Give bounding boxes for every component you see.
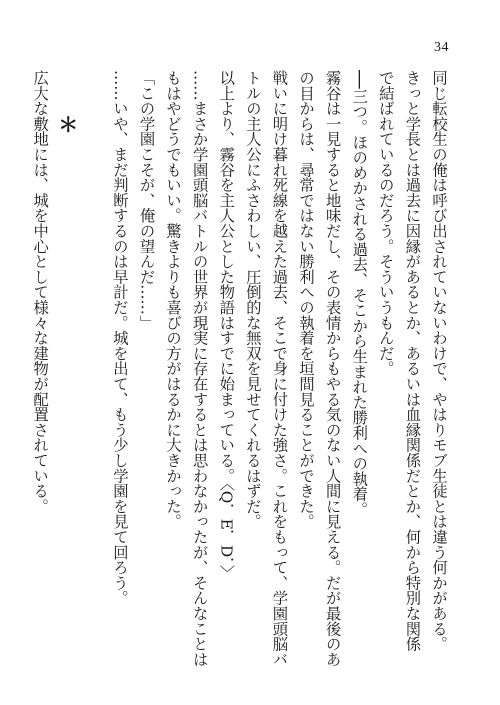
text-line: もはやどうでもいい。驚きよりも喜びの方がはるかに大きかった。: [164, 70, 183, 529]
page-number: 34: [434, 40, 449, 55]
body-text: [27, 70, 453, 670]
text-line: で結ばれているのだろう。そういうもんだ。: [376, 70, 395, 376]
blank-line: [80, 70, 107, 670]
text-line: 戦いに明け暮れ死線を越えた過去、そこで身に付けた強さ。これをもって、学園頭脳バ: [270, 70, 289, 667]
section-break-asterisk: ＊: [54, 114, 79, 134]
text-line: の目からは、尋常ではない勝利への執着を垣間見ることができた。: [297, 70, 316, 529]
text-line: ……まさか学園頭脳バトルの世界が現実に存在するとは思わなかったが、そんなことは: [190, 70, 209, 667]
text-line: 広大な敷地には、城を中心として様々な建物が配置されている。: [31, 70, 50, 514]
text-line: ──三つ。ほのめかされる過去、そこから生まれた勝利への執着。: [350, 70, 369, 517]
text-line: ……いや、まだ判断するのは早計だ。城を出て、もう少し学園を見て回ろう。: [110, 70, 129, 606]
text-line: 「この学園こそが、俺の望んだ……」: [137, 70, 156, 331]
text-line: 霧谷は一見すると地味だし、その表情からもやる気のない人間に見える。だが最後のあ: [323, 70, 342, 667]
text-line: 以上より、霧谷を主人公とした物語はすでに始まっている。〈Q．E．D．〉: [217, 70, 236, 581]
text-line: きっと学長とは過去に因縁があるとか、あるいは血縁関係だとか、何から特別な関係: [403, 70, 422, 652]
text-line: 同じ転校生の俺は呼び出されていないわけで、やはりモブ生徒とは違う何かがある。: [430, 70, 448, 652]
text-line: トルの主人公にふさわしい、圧倒的な無双を見せてくれるはずだ。: [243, 70, 262, 529]
